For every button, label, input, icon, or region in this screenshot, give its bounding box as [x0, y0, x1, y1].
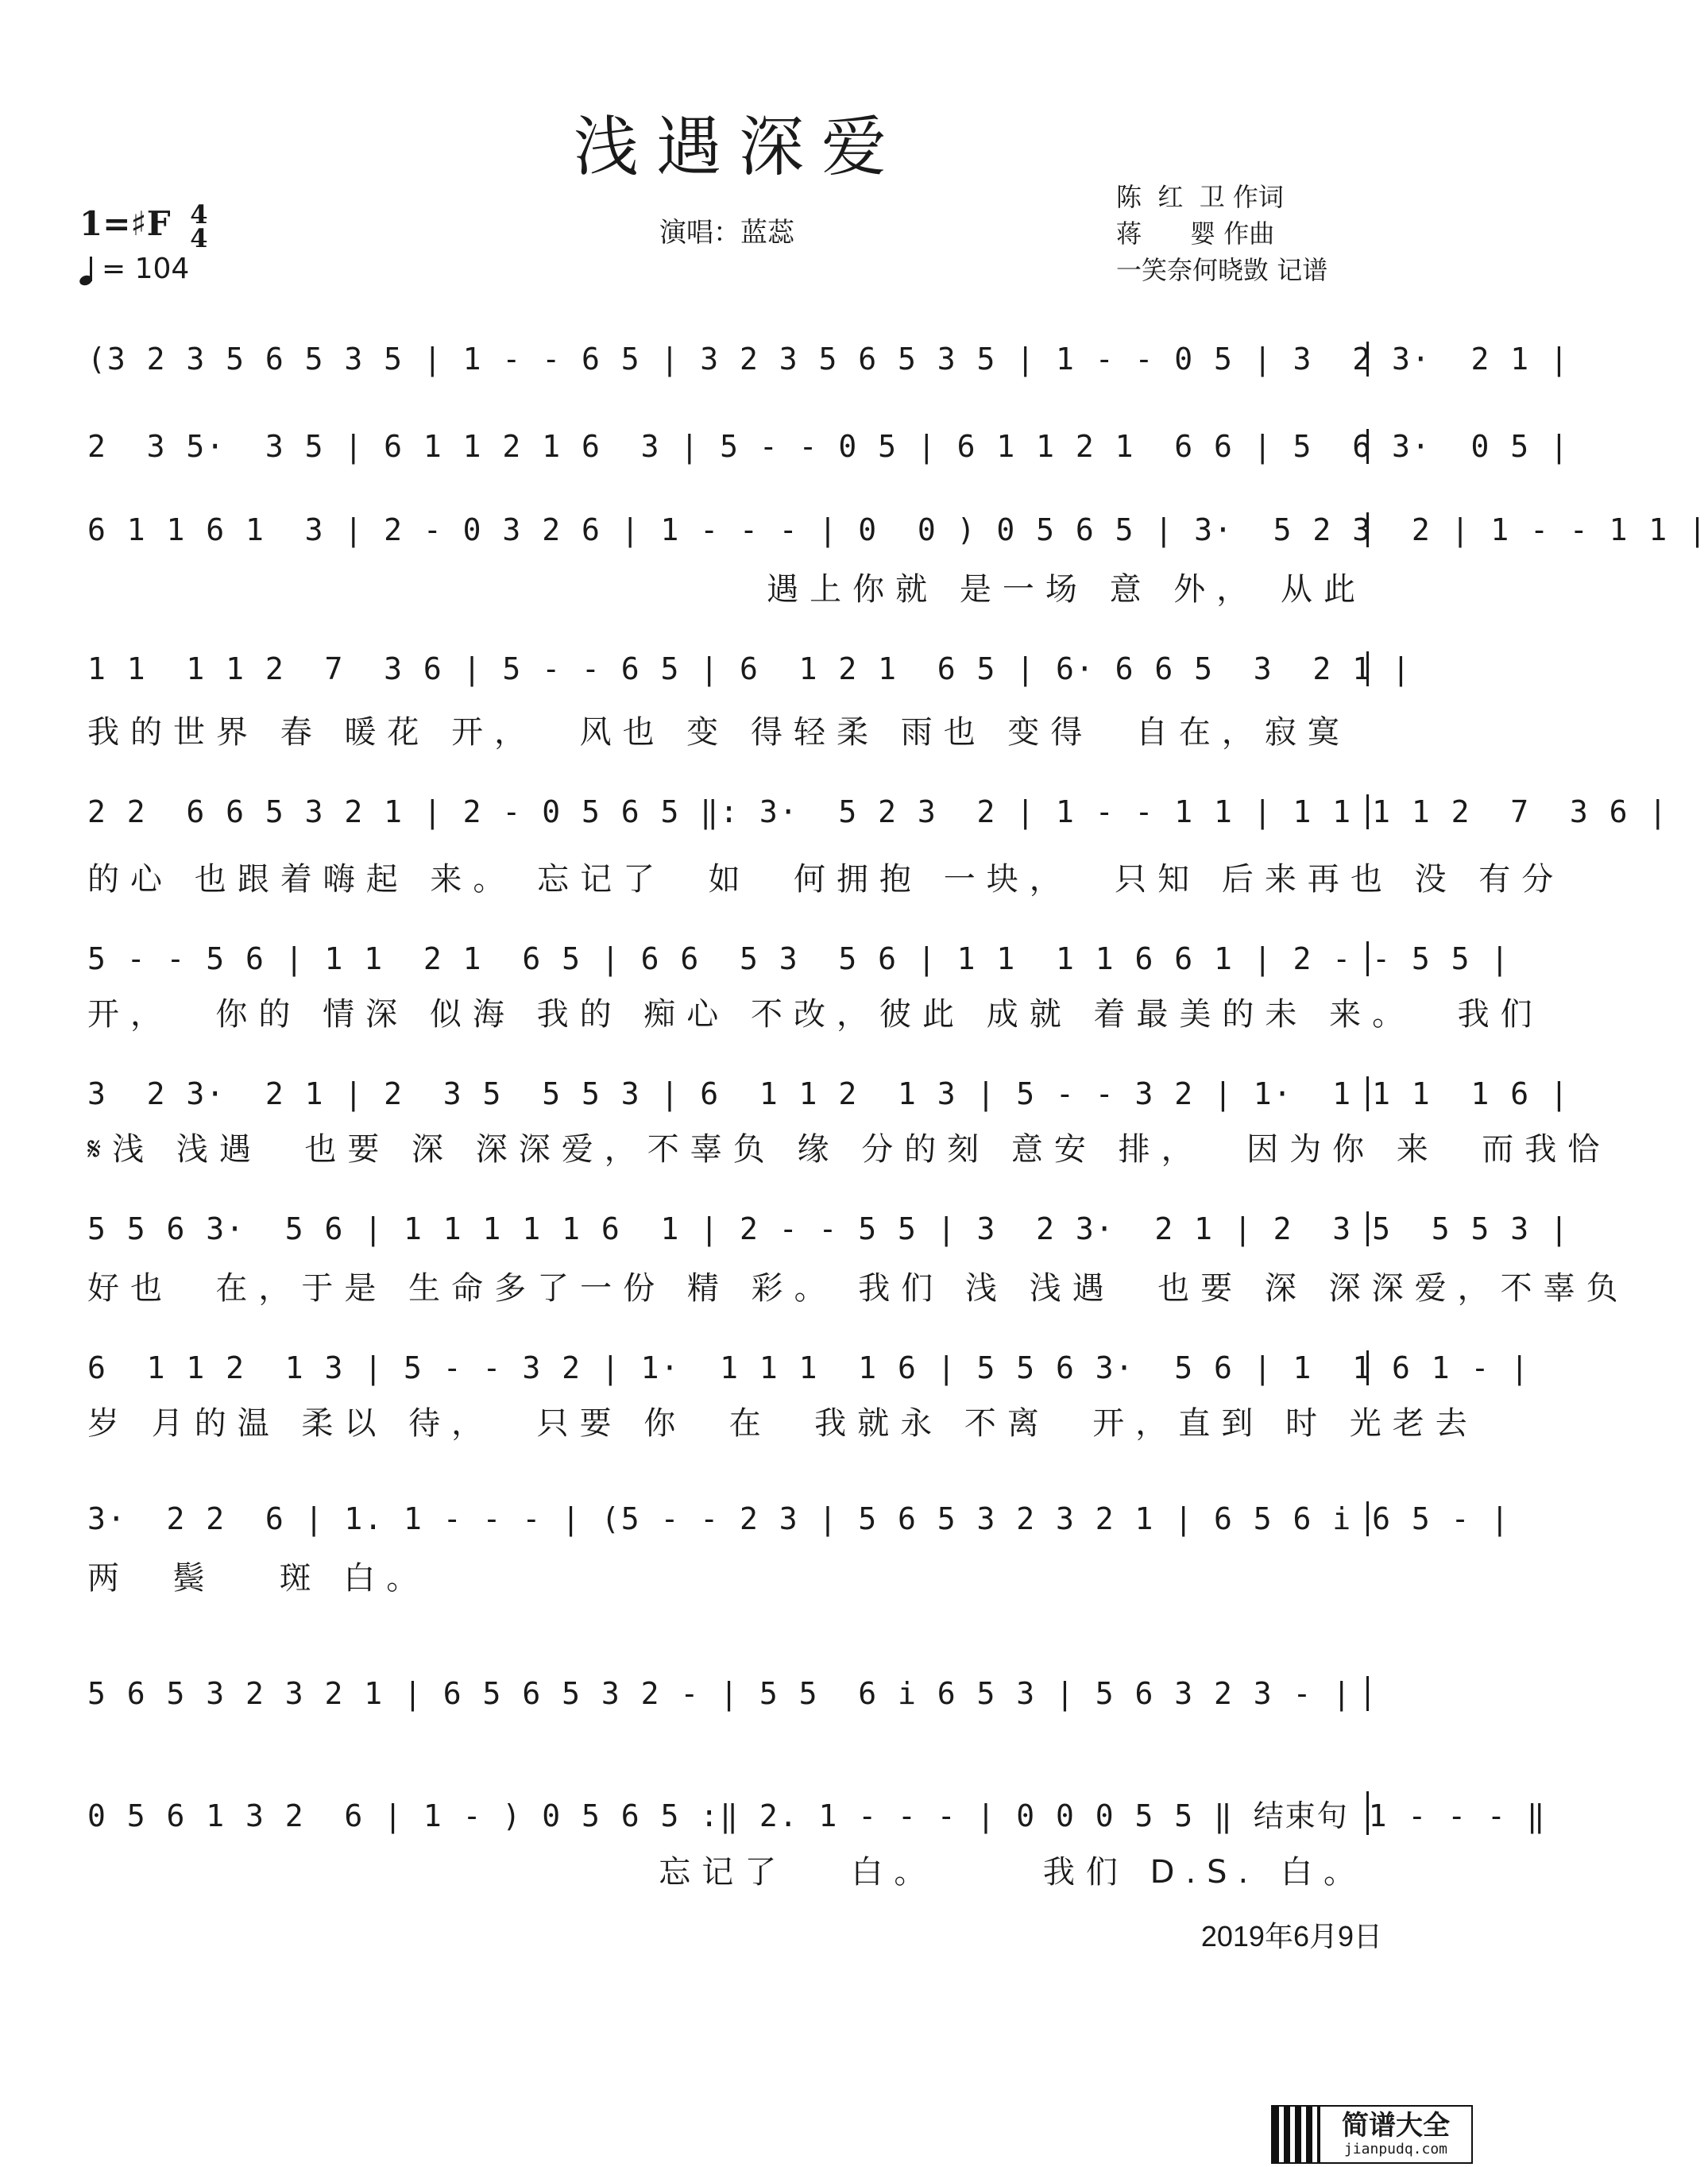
key-signature [79, 199, 208, 253]
time-signature [190, 199, 208, 253]
lyricist-credit: 陈 红 卫 作词 [1116, 182, 1284, 212]
logo-text: 简谱大全 [1342, 2110, 1450, 2142]
tempo-marking [79, 253, 189, 285]
score-notes-12: 0 5 6 1 3 2 6 | 1 - ) 0 5 6 5 :‖ 2. 1 - - - | 0 0 0 5 5 ‖ 结束句 1 - - - ‖ [87, 1791, 1369, 1835]
score-notes-9: 6 1 1 2 1 3 | 5 - - 3 2 | 1· 1 1 1 1 6 | 5 5 6 3· 5 6 | 1 1 6 1 - | [87, 1350, 1531, 1385]
score-notes-6: 5 - - 5 6 | 1 1 2 1 6 5 | 6 6 5 3 5 6 | 1 1 1 1 6 6 1 | 2 - - 5 5 | [87, 941, 1511, 976]
score-notes-1: (3 2 3 5 6 5 3 5 | 1 - - 6 5 | 3 2 3 5 6 5 3 5 | 1 - - 0 5 | 3 2 3· 2 1 | [87, 342, 1570, 377]
time-sig-top: 4 [190, 199, 208, 230]
score-lyrics-5: 的心 也跟着嗨起 来。 忘记了 如 何拥抱 一块， 只知 后来再也 没 有分 [87, 861, 1565, 898]
score-date: 2019年6月9日 [1200, 1920, 1382, 1953]
score-lyrics-3: 遇上你就 是一场 意 外， 从此 [767, 571, 1366, 608]
composer-credit: 蒋 婴 作曲 [1116, 218, 1275, 249]
score-notes-3: 6 1 1 6 1 3 | 2 - 0 3 2 6 | 1 - - - | 0 0 ) 0 5 6 5 | 3· 5 2 3 2 | 1 - - 1 1 | [87, 512, 1708, 547]
score-notes-2: 2 3 5· 3 5 | 6 1 1 2 1 6 3 | 5 - - 0 5 | 6 1 1 2 1 6 6 | 5 6 3· 0 5 | [87, 429, 1570, 464]
logo-url: jianpudq.com [1343, 2141, 1448, 2157]
quarter-note-icon [79, 257, 97, 285]
score-lyrics-9: 岁 月的温 柔以 待， 只要 你 在 我就永 不离 开，直到 时 光老去 [87, 1405, 1478, 1442]
credits-block [1116, 179, 1327, 288]
score-lyrics-4: 我的世界 春 暖花 开， 风也 变 得轻柔 雨也 变得 自在，寂寞 [87, 714, 1351, 751]
score-notes-10: 3· 2 2 6 | 1. 1 - - - | (5 - - 2 3 | 5 6 5 3 2 3 2 1 | 6 5 6 i 6 5 - | [87, 1501, 1511, 1536]
score-notes-7: 3 2 3· 2 1 | 2 3 5 5 5 3 | 6 1 1 2 1 3 | 5 - - 3 2 | 1· 1 1 1 1 6 | [87, 1076, 1570, 1111]
score-lyrics-7: 𝄋浅 浅遇 也要 深 深深爱，不辜负 缘 分的刻 意安 排， 因为你 来 而我恰 [87, 1131, 1611, 1168]
score-notes-8: 5 5 6 3· 5 6 | 1 1 1 1 1 6 1 | 2 - - 5 5 | 3 2 3· 2 1 | 2 3 5 5 5 3 | [87, 1211, 1570, 1246]
score-lyrics-6: 开， 你的 情深 似海 我的 痴心 不改，彼此 成就 着最美的未 来。 我们 [87, 996, 1544, 1033]
score-lyrics-10: 两 鬓 斑 白。 [87, 1560, 430, 1597]
tempo-value: = 104 [102, 253, 190, 285]
singer-credit: 演唱：蓝蕊 [659, 217, 794, 249]
score-notes-5: 2 2 6 6 5 3 2 1 | 2 - 0 5 6 5 ‖: 3· 5 2 3 2 | 1 - - 1 1 | 1 1 1 1 2 7 3 6 | [87, 794, 1669, 829]
score-lyrics-12: 忘记了 白。 我们 D.S. 白。 [659, 1854, 1366, 1891]
score-notes-4: 1 1 1 1 2 7 3 6 | 5 - - 6 5 | 6 1 2 1 6 5 | 6· 6 6 5 3 2 1 | [87, 651, 1412, 686]
piano-keys-icon [1273, 2107, 1320, 2162]
song-title: 浅遇深爱 [573, 110, 904, 185]
transcriber-credit: 一笑奈何晓敳 记谱 [1116, 255, 1328, 285]
time-sig-bottom: 4 [190, 223, 208, 253]
site-logo [1271, 2105, 1473, 2164]
score-notes-11: 5 6 5 3 2 3 2 1 | 6 5 6 5 3 2 - | 5 5 6 i 6 5 3 | 5 6 3 2 3 - | [87, 1676, 1369, 1711]
score-lyrics-8: 好也 在，于是 生命多了一份 精 彩。 我们 浅 浅遇 也要 深 深深爱，不辜负 [87, 1270, 1629, 1307]
key-label: 1=♯F [79, 204, 171, 243]
